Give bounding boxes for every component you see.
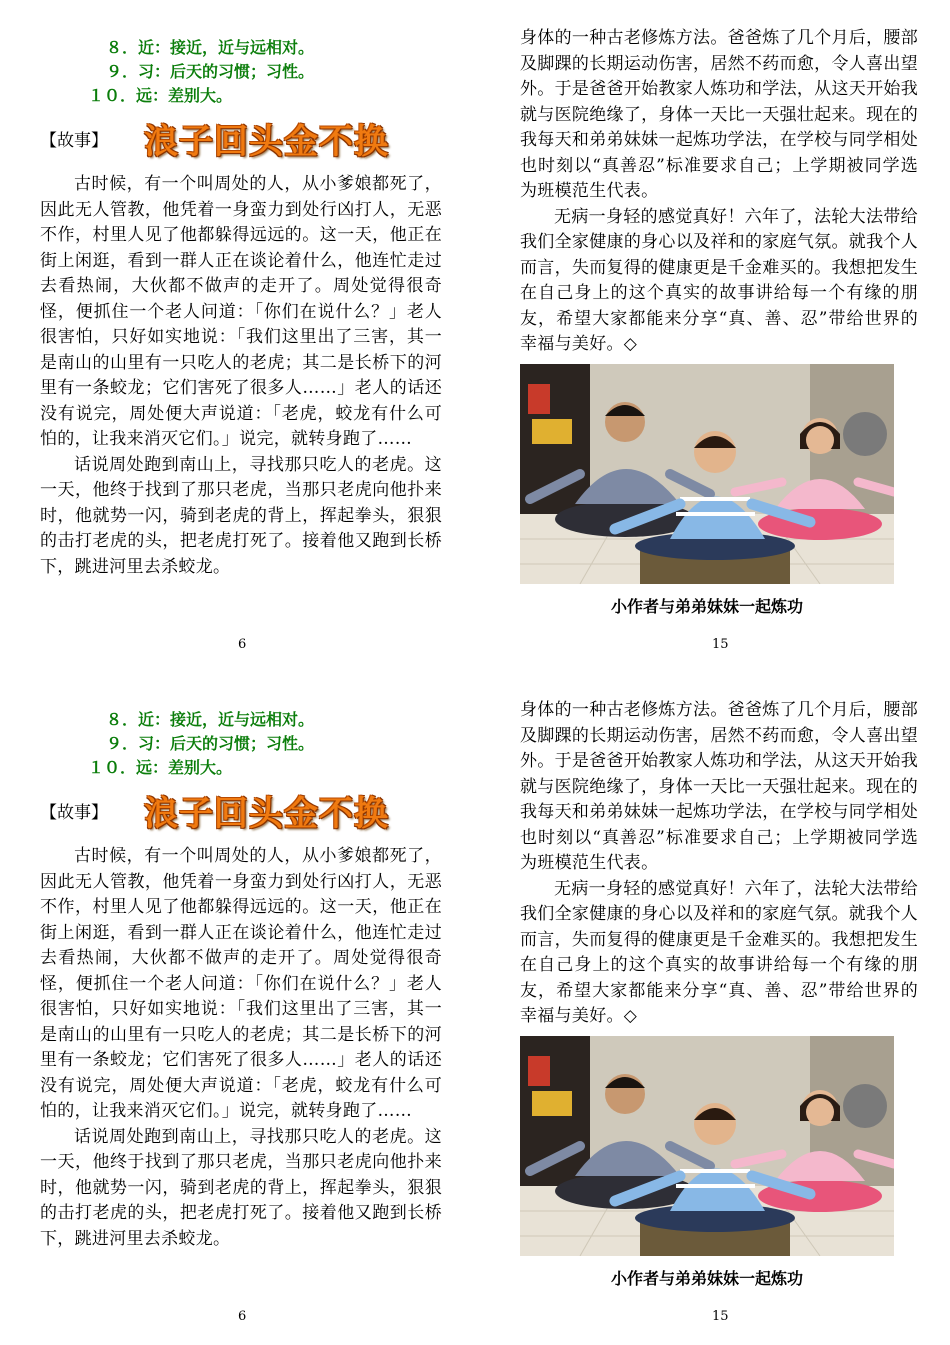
- story-paragraph: 古时候，有一个叫周处的人，从小爹娘都死了，因此无人管教，他凭着一身蛮力到处行凶打人，无恶不作，村里人见了他都躲得远远的。这一天，他正在街上闲逛，看到一群人正在谈论着什么，他连忙走过去看热闹，大伙都不做声的走开了。周处觉得很奇怪，便抓住一个老人问道：「你们在说什么？」老人很害怕，只好如实地说：「我们这里出了三害，其一是南山的山里有一只吃人的老虎；其二是长桥下的河里有一条蛟龙；它们害死了很多人……」老人的话还没有说完，周处便大声说道：「老虎，蛟龙有什么可怕的，让我来消灭它们。」说完，就转身跑了……: [40, 174, 442, 449]
- article-paragraph: 无病一身轻的感觉真好！六年了，法轮大法带给我们全家健康的身心以及祥和的家庭气氛。就我个人而言，失而复得的健康更是千金难买的。我想把发生在自己身上的这个真实的故事讲给每一个有缘的朋友，希望大家都能来分享“真、善、忍”带给世界的幸福与美好。◇: [520, 878, 918, 1026]
- story-paragraph: 话说周处跑到南山上，寻找那只吃人的老虎。这一天，他终于找到了那只老虎，当那只老虎向他扑来时，他就势一闪，骑到老虎的背上，挥起拳头，狠狠的击打老虎的头，把老虎打死了。接着他又跑到长桥下，跳进河里去杀蛟龙。: [40, 1126, 442, 1249]
- story-tag: 【故事】: [40, 130, 108, 151]
- page-number-left: 6: [238, 1309, 247, 1324]
- definition-item: ９．习：后天的习惯；习性。: [106, 734, 315, 753]
- story-tag: 【故事】: [40, 802, 108, 823]
- definition-item: ９．习：后天的习惯；习性。: [106, 62, 315, 81]
- page-spread-bottom: [0, 672, 950, 1344]
- right-column: [520, 700, 918, 1289]
- definition-list: [88, 36, 442, 108]
- right-column: [520, 28, 918, 617]
- story-title: 浪子回头金不换: [144, 793, 389, 834]
- photo-caption: 小作者与弟弟妹妹一起炼功: [610, 596, 803, 616]
- article-paragraph: 身体的一种古老修炼方法。爸爸炼了几个月后，腰部及脚踝的长期运动伤害，居然不药而愈，令人喜出望外。于是爸爸开始教家人炼功和学法，从这天开始我就与医院绝缘了，身体一天比一天强壮起来。现在的我每天和弟弟妹妹一起炼功学法，在学校与同学相处也时刻以“真善忍”标准要求自己；上学期被同学选为班模范生代表。: [520, 700, 918, 873]
- children-meditating-illustration: [520, 1036, 894, 1256]
- story-header: [40, 114, 442, 162]
- article-paragraph: 无病一身轻的感觉真好！六年了，法轮大法带给我们全家健康的身心以及祥和的家庭气氛。就我个人而言，失而复得的健康更是千金难买的。我想把发生在自己身上的这个真实的故事讲给每一个有缘的朋友，希望大家都能来分享“真、善、忍”带给世界的幸福与美好。◇: [520, 206, 918, 354]
- meditation-photo: [520, 364, 894, 584]
- definition-item: ８．近：接近，近与远相对。: [106, 710, 315, 729]
- page-spread-top: [0, 0, 950, 672]
- children-meditating-illustration: [520, 364, 894, 584]
- meditation-photo: [520, 1036, 894, 1256]
- page-number-left: 6: [238, 637, 247, 652]
- definition-item: １０．远：差别大。: [88, 758, 233, 777]
- definition-item: ８．近：接近，近与远相对。: [106, 38, 315, 57]
- page-number-right: 15: [712, 637, 729, 652]
- definition-item: １０．远：差别大。: [88, 86, 233, 105]
- article-paragraph: 身体的一种古老修炼方法。爸爸炼了几个月后，腰部及脚踝的长期运动伤害，居然不药而愈，令人喜出望外。于是爸爸开始教家人炼功和学法，从这天开始我就与医院绝缘了，身体一天比一天强壮起来。现在的我每天和弟弟妹妹一起炼功学法，在学校与同学相处也时刻以“真善忍”标准要求自己；上学期被同学选为班模范生代表。: [520, 28, 918, 201]
- story-title: 浪子回头金不换: [144, 121, 389, 162]
- left-column: [40, 708, 442, 1252]
- story-paragraph: 古时候，有一个叫周处的人，从小爹娘都死了，因此无人管教，他凭着一身蛮力到处行凶打人，无恶不作，村里人见了他都躲得远远的。这一天，他正在街上闲逛，看到一群人正在谈论着什么，他连忙走过去看热闹，大伙都不做声的走开了。周处觉得很奇怪，便抓住一个老人问道：「你们在说什么？」老人很害怕，只好如实地说：「我们这里出了三害，其一是南山的山里有一只吃人的老虎；其二是长桥下的河里有一条蛟龙；它们害死了很多人……」老人的话还没有说完，周处便大声说道：「老虎，蛟龙有什么可怕的，让我来消灭它们。」说完，就转身跑了……: [40, 846, 442, 1121]
- story-paragraph: 话说周处跑到南山上，寻找那只吃人的老虎。这一天，他终于找到了那只老虎，当那只老虎向他扑来时，他就势一闪，骑到老虎的背上，挥起拳头，狠狠的击打老虎的头，把老虎打死了。接着他又跑到长桥下，跳进河里去杀蛟龙。: [40, 454, 442, 577]
- page-number-right: 15: [712, 1309, 729, 1324]
- story-header: [40, 786, 442, 834]
- left-column: [40, 36, 442, 580]
- photo-caption: 小作者与弟弟妹妹一起炼功: [610, 1268, 803, 1288]
- definition-list: [88, 708, 442, 780]
